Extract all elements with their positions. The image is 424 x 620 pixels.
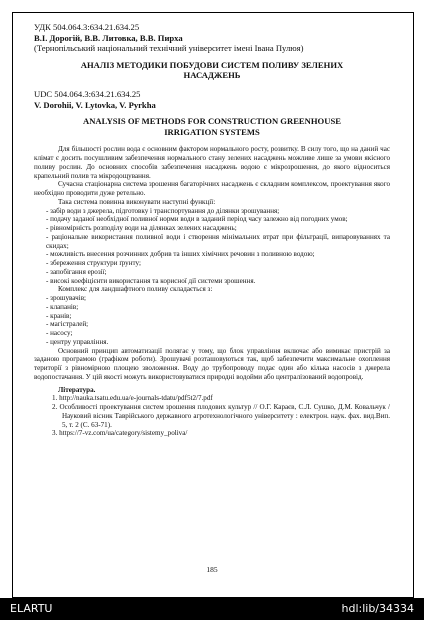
page-number: 185 [206,565,218,574]
reference-item: 2. Особливості проектування систем зрошення плодових культур // О.Г. Караєв, С.Л. Сушко, Д.М. Ковальчук / Науковий вісник Таврійського державного агротехнологічного університету : електрон. наук. фах. вид.Вип. 5, т. 2 (С. 63-71). [52,403,390,429]
list-item: - клапанів; [46,302,79,311]
list-item: - центру управління. [46,337,109,346]
list-item: - магістралей; [46,320,89,329]
footer-repository-label: ELARTU [10,602,53,615]
title-en-line1: ANALYSIS OF METHODS FOR CONSTRUCTION GREENHOUSE [83,116,341,127]
list-item: - запобігання ерозії; [46,267,107,276]
list-item: - збереження структури ґрунту; [46,259,141,268]
affiliation: (Тернопільський національний технічний університет імені Івана Пулюя) [34,43,304,54]
paragraph-intro: Для більшості рослин вода є основним фактором нормального росту, розвитку. В силу того, що на даний час клімат є досить посушливим забезпечення нормального стану зелених насаджень можливе лише за умови якісного поливу рослин. До основних способів забезпечення насаджень водою є мікрозрошення, до якого відноситься крапельний полив та мікродощування. [34,145,390,180]
paragraph-system: Сучасна стаціонарна система зрошення багаторічних насаджень є складним комплексом, проектування якого необхідно проводити дуже ретельно. [34,180,390,198]
title-en-line2: IRRIGATION SYSTEMS [164,126,260,137]
page-content [34,22,390,438]
list-item: - можливість внесення розчинних добрив та інших хімічних речовин з поливною водою; [46,250,315,259]
list-item: - зрошувачів; [46,294,87,303]
paragraph-components-lead: Комплекс для ландшафтного поливу складається з: [58,285,213,294]
paragraph-automation: Основний принцип автоматизації полягає у тому, що блок управління включає або вимикає пристрій за заданою програмою (графіком роботи). Зрошувачі розташовуються так, щоб забезпечити максимальне охоплення території з рівномірною площею зволоження. Воду до трубопроводу подає один або кілька насосів з джерела водопостачання. У цій якості можуть використовуватися природні водойми або централізований водопровід. [34,346,390,381]
udc-ua: УДК 504.064.3:634.21.634.25 [34,22,140,32]
list-item: - високі коефіцієнти використання та корисної дії системи зрошення. [46,276,256,285]
footer-handle: hdl:lib/34334 [341,602,414,615]
list-item: - кранів; [46,311,72,320]
reference-item: 3. https://7-vz.com/ua/category/sistemy_poliva/ [52,429,188,438]
title-ua-line2: НАСАДЖЕНЬ [183,70,241,81]
authors-ua: В.І. Дорогій, В.В. Литовка, В.В. Пирха [34,32,183,43]
authors-en: V. Dorohii, V. Lytovka, V. Pyrkha [34,99,156,110]
title-ua-line1: АНАЛІЗ МЕТОДИКИ ПОБУДОВИ СИСТЕМ ПОЛИВУ ЗЕЛЕНИХ [80,59,344,70]
list-item: - раціональне використання поливної води і створення мінімальних втрат при фільтрації, випаровуваннях та скидах; [46,232,390,250]
paragraph-functions-lead: Така система повинна виконувати наступні функції: [58,197,216,206]
udc-en: UDC 504.064.3:634.21.634.25 [34,88,141,99]
article-body [34,145,390,381]
list-item: - насосу; [46,329,73,338]
footer-bar [0,598,424,620]
references-title: Література. [58,385,96,394]
list-item: - подачу заданої необхідної поливної норми води в заданий період часу залежно від погодних умов; [46,215,348,224]
list-item: - забір води з джерела, підготовку і транспортування до ділянки зрошування; [46,206,280,215]
list-item: - рівномірність розподілу води на ділянках зелених насаджень; [46,224,237,233]
references [34,386,390,439]
reference-item: 1. http://nauka.tsatu.edu.ua/e-journals-tdatu/pdf5t2/7.pdf [52,394,213,403]
